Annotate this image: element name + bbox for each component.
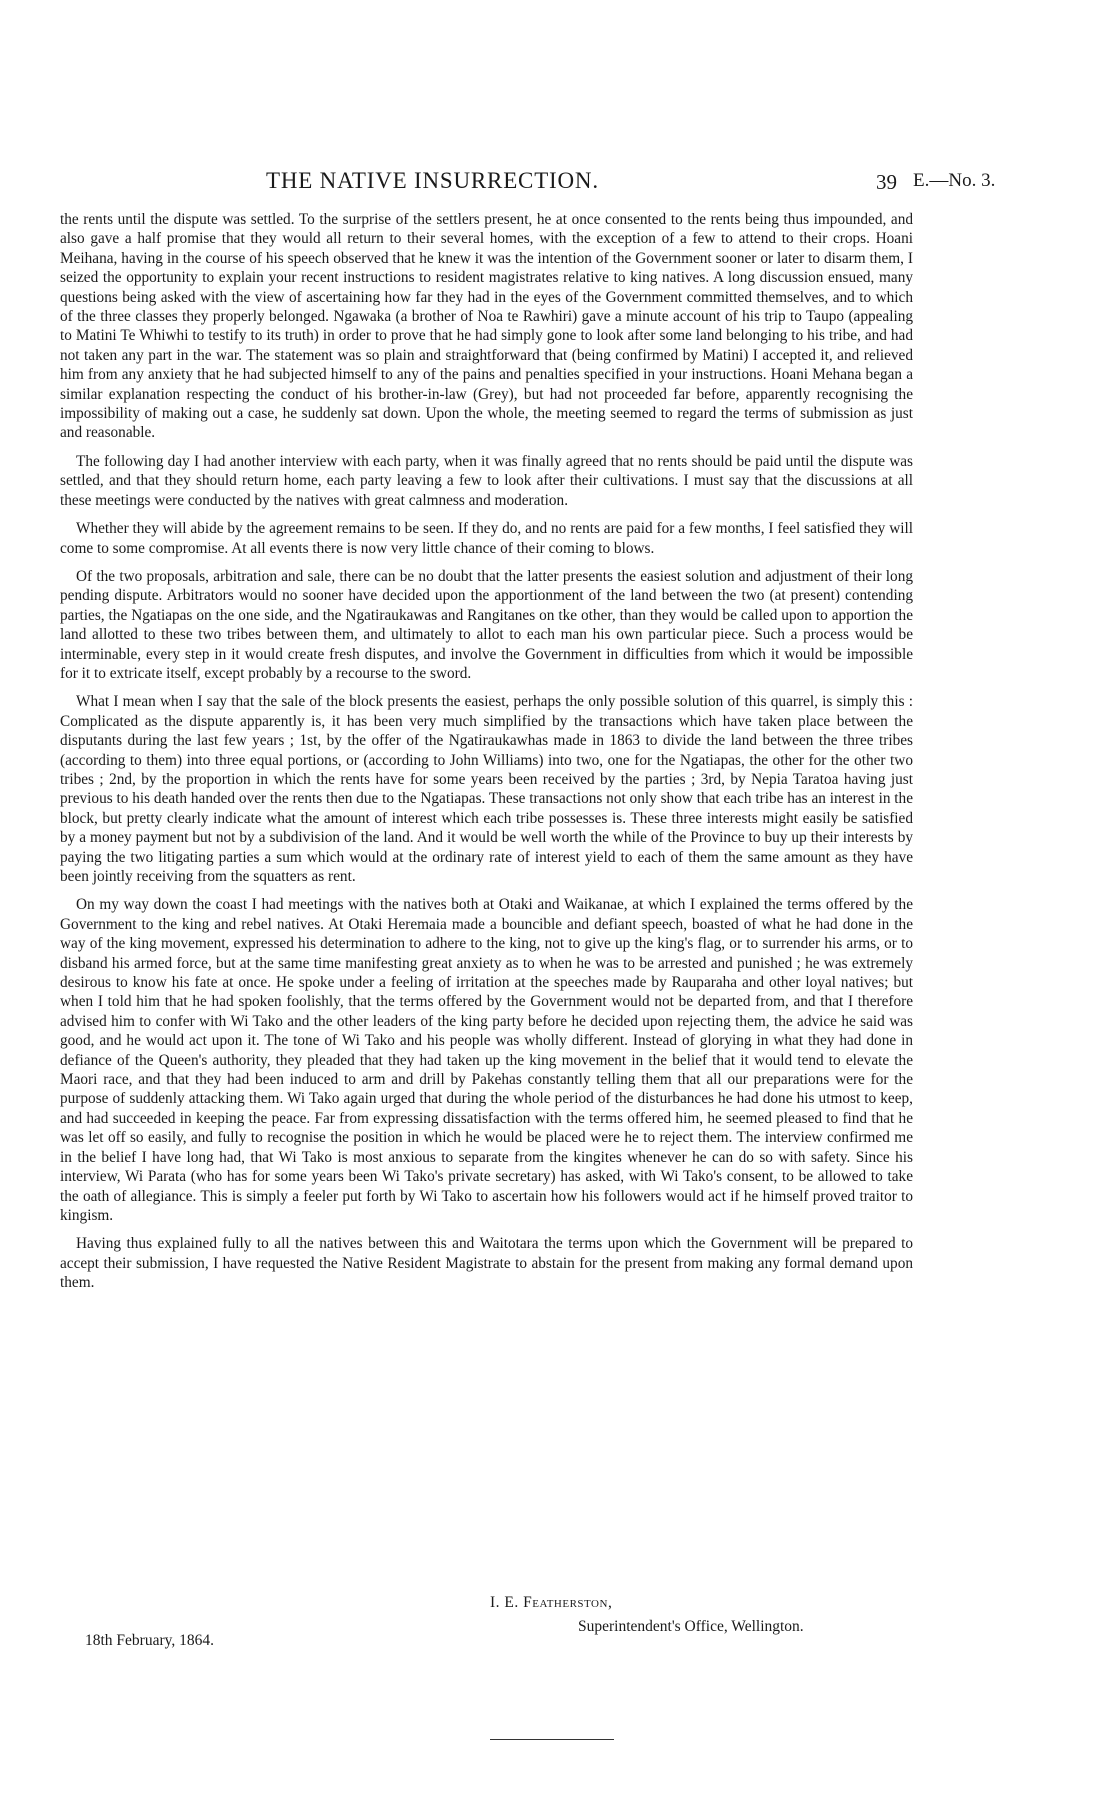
signature-block xyxy=(490,1591,804,1639)
paragraph: Having thus explained fully to all the natives between this and Waitotara the terms upon which the Government will be prepared to accept their submission, I have requested the Native Resident Magistrate to abstain for the present from making any formal demand upon them. xyxy=(60,1235,913,1292)
running-title: THE NATIVE INSURRECTION. xyxy=(266,168,599,193)
page-header xyxy=(0,168,1114,202)
closing-rule xyxy=(490,1739,614,1740)
letter-date: 18th February, 1864. xyxy=(85,1632,215,1649)
signatory-name: I. E. Featherston, xyxy=(490,1594,613,1611)
page-number: 39 xyxy=(876,170,897,194)
paragraph: On my way down the coast I had meetings with the natives both at Otaki and Waikanae, at which I explained the terms offered by the Government to the king and rebel natives. At Otaki Heremaia made a bouncible and defiant speech, boasted of what he had done in the way of the king movement, expressed his determination to adhere to the king, not to give up the king's flag, or to surrender his arms, or to disband his armed force, but at the same time manifesting great anxiety as to when he was to be arrested and punished ; he was extremely desirous to know his fate at once. He spoke under a feeling of irritation at the speeches made by Rauparaha and other loyal natives; but when I told him that he had spoken foolishly, that the terms offered by the Government would not be departed from, and that I therefore advised him to confer with Wi Tako and the other leaders of the king party before he decided upon rejecting them, the advice he said was good, and he would act upon it. The tone of Wi Tako and his people was wholly different. Instead of glorying in what they had done in defiance of the Queen's authority, they pleaded that they had taken up the king movement in the belief that it would tend to elevate the Maori race, and that they had been induced to arm and drill by Pakehas constantly telling them that all our preparations were for the purpose of suddenly attacking them. Wi Tako again urged that during the whole period of the disturbances he had done his utmost to keep, and had succeeded in keeping the peace. Far from expressing dissatisfaction with the terms offered him, he seemed pleased to find that he was let off so easily, and fully to recognise the position in which he would be placed were he to reject them. The interview confirmed me in the belief I have long had, that Wi Tako is most anxious to separate from the kingites whenever he can do so with safety. Since his interview, Wi Parata (who has for some years been Wi Tako's private secretary) has asked, with Wi Tako's consent, to be allowed to take the oath of allegiance. This is simply a feeler put forth by Wi Tako to ascertain how his followers would act if he himself proved traitor to kingism. xyxy=(60,896,913,1224)
paragraph: What I mean when I say that the sale of the block presents the easiest, perhaps the only possible solution of this quarrel, is simply this : Complicated as the dispute apparently is, it has been very much simplified by the transactions which have taken place between the disputants during the last few years ; 1st, by the offer of the Ngatiraukawhas made in 1863 to divide the land between the three tribes (according to them) into three equal portions, or (according to John Williams) into two, one for the Ngatiapas, the other for the other two tribes ; 2nd, by the proportion in which the rents have for some years been received by the parties ; 3rd, by Nepia Taratoa having just previous to his death handed over the rents then due to the Ngatiapas. These transactions not only show that each tribe has an interest in the block, but pretty clearly indicate what the amount of interest which each tribe possesses is. These three interests might easily be satisfied by a money payment but not by a subdivision of the land. And it would be well worth the while of the Province to buy up their interests by paying the two litigating parties a sum which would at the ordinary rate of interest yield to each of them the same amount as they have been jointly receiving from the squatters as rent. xyxy=(60,693,913,885)
paragraph: the rents until the dispute was settled. To the surprise of the settlers present, he at once consented to the rents being thus impounded, and also gave a half promise that they would all return to their several homes, with the exception of a few to attend to their crops. Hoani Meihana, having in the course of his speech observed that he knew it was the intention of the Government sooner or later to disarm them, I seized the opportunity to explain your recent instructions to resident magistrates relative to king natives. A long discussion ensued, many questions being asked with the view of ascertaining how far they had in the eyes of the Government committed themselves, and to which of the three classes they properly belonged. Ngawaka (a brother of Noa te Rawhiri) gave a minute account of his trip to Taupo (appealing to Matini Te Whiwhi to testify to its truth) in order to prove that he had simply gone to look after some land belonging to his tribe, and had not taken any part in the war. The statement was so plain and straightforward that (being confirmed by Matini) I accepted it, and relieved him from any anxiety that he had subjected himself to any of the pains and penalties specified in your instructions. Hoani Mehana began a similar explanation respecting the conduct of his brother-in-law (Grey), but had not proceeded far before, apparently recognising the impossibility of making out a case, he suddenly sat down. Upon the whole, the meeting seemed to regard the terms of submission as just and reasonable. xyxy=(60,211,913,442)
paragraph: Whether they will abide by the agreement remains to be seen. If they do, and no rents are paid for a few months, I feel satisfied they will come to some compromise. At all events there is now very little chance of their coming to blows. xyxy=(60,520,913,557)
paragraph: The following day I had another interview with each party, when it was finally agreed that no rents should be paid until the dispute was settled, and that they should return home, each party leaving a few to look after their cultivations. I must say that the discussions at all these meetings were conducted by the natives with great calmness and moderation. xyxy=(60,452,913,509)
document-reference: E.—No. 3. xyxy=(913,170,996,191)
paragraph: Of the two proposals, arbitration and sale, there can be no doubt that the latter presents the easiest solution and adjustment of their long pending dispute. Arbitrators would no sooner have decided upon the apportionment of the land between the two (at present) contending parties, the Ngatiapas on the one side, and the Ngatiraukawas and Rangitanes on tke other, than they would be called upon to apportion the land allotted to these two tribes between them, and ultimately to allot to each man his own particular piece. Such a process would be interminable, every step in it would create fresh disputes, and involve the Government in difficulties from which it would be impossible for it to extricate itself, except probably by a recourse to the sword. xyxy=(60,567,913,682)
body-text xyxy=(60,210,913,1302)
signatory-office: Superintendent's Office, Wellington. xyxy=(578,1618,804,1635)
